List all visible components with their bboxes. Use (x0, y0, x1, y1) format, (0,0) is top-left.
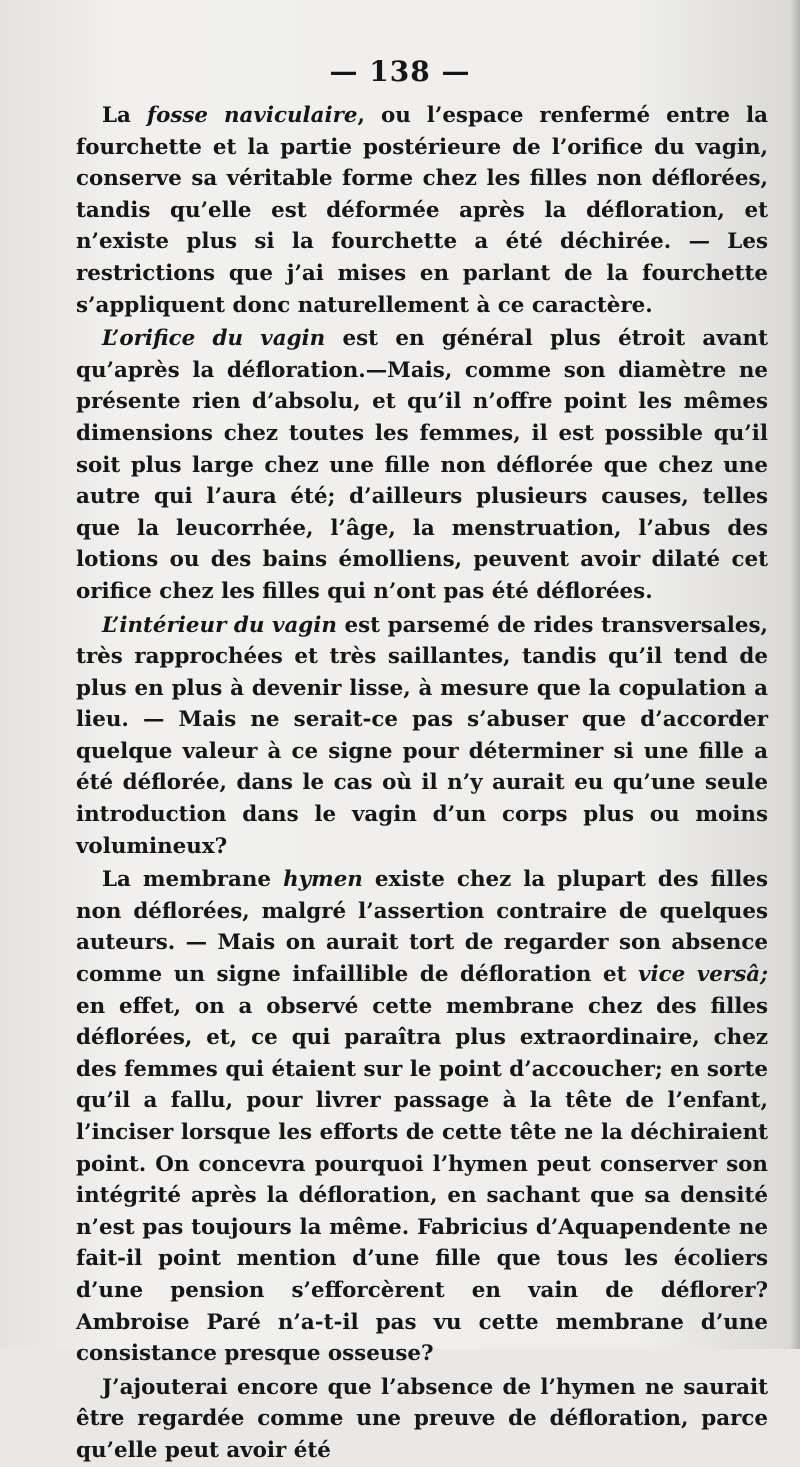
paragraph-text: J’ajouterai encore que l’absence de l’hymen ne saurait être regardée comme une preuve de défloration, parce qu’elle peut avoir été (76, 1374, 768, 1463)
paragraph-text: est parsemé de rides transversales, très rapprochées et très saillantes, tandis qu’il tend de plus en plus à devenir lisse, à mesure que la copulation a lieu. — Mais ne serait-ce pas s’abuser que d’accorder quelque valeur à ce signe pour déterminer si une fille a été déflorée, dans le cas où il n’y aurait eu qu’une seule introduction dans le vagin d’un corps plus ou moins volumineux? (76, 612, 768, 859)
paragraph-text: en effet, on a observé cette membrane chez des filles déflorées, et, ce qui paraîtra plus extraordinaire, chez des femmes qui étaient sur le point d’accoucher; en sorte qu’il a fallu, pour livrer passage à la tête de l’enfant, l’inciser lorsque les efforts de cette tête ne la déchiraient point. On concevra pourquoi l’hymen peut conserver son intégrité après la défloration, en sachant que sa densité n’est pas toujours la même. Fabricius d’Aquapendente ne fait-il point mention d’une fille que tous les écoliers d’une pension s’efforcèrent en vain de déflorer? Ambroise Paré n’a-t-il pas vu cette membrane d’une consistance presque osseuse? (76, 993, 768, 1367)
italic-term: hymen (283, 867, 363, 893)
paragraph-orifice-du-vagin (76, 323, 768, 607)
paragraph-interieur-du-vagin (76, 610, 768, 863)
italic-term: fosse naviculaire (146, 103, 358, 128)
paragraph-membrane-hymen (76, 864, 768, 1370)
page-edge-shadow (790, 0, 800, 1349)
paragraph-lead: La (102, 103, 147, 128)
italic-term: L’intérieur du vagin (102, 612, 337, 638)
page-number: — 138 — (329, 55, 471, 88)
paragraph-text: est en général plus étroit avant qu’après la défloration.—Mais, comme son diamètre ne présente rien d’absolu, et qu’il n’offre point les mêmes dimensions chez toutes les femmes, il est possible qu’il soit plus large chez une fille non déflorée que chez une autre qui l’aura été; d’ailleurs plusieurs causes, telles que la leucorrhée, l’âge, la menstruation, l’abus des lotions ou des bains émolliens, peuvent avoir dilaté cet orifice chez les filles qui n’ont pas été déflorées. (76, 326, 768, 604)
page-body-text (76, 100, 768, 1467)
paragraph-fosse-naviculaire (76, 100, 768, 321)
paragraph-text: existe chez la plupart des filles non déflorées, malgré l’assertion contraire de quelques auteurs. — Mais on aurait tort de regarder son absence comme un signe infaillible de défloration et (76, 867, 768, 988)
italic-term: L’orifice du vagin (102, 326, 326, 352)
paragraph-text: , ou l’espace renfermé entre la fourchette et la partie postérieure de l’orifice du vagin, conserve sa véritable forme chez les filles non déflorées, tandis qu’elle est déformée après la défloration, et n’existe plus si la fourchette a été déchirée. — Les restrictions que j’ai mises en parlant de la fourchette s’appliquent donc naturellement à ce caractère. (76, 103, 768, 318)
italic-term: vice versâ; (638, 962, 768, 988)
paragraph-lead: La membrane (102, 867, 284, 893)
paragraph-absence-hymen (76, 1372, 768, 1467)
